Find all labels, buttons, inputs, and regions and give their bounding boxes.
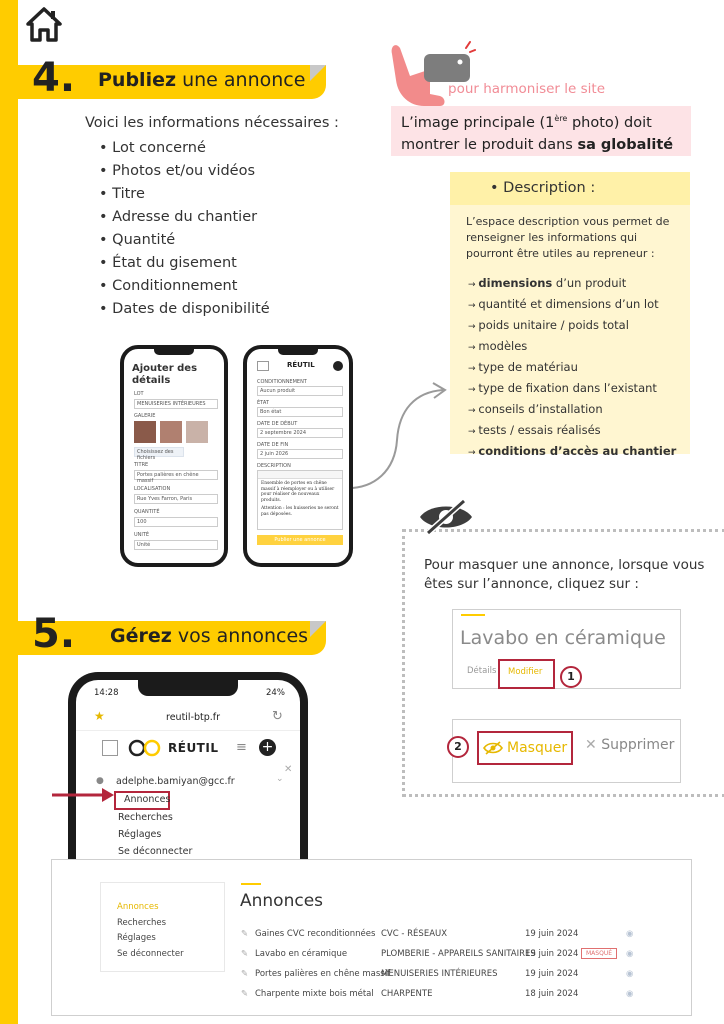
phone-account-menu: [68, 672, 308, 872]
step4-header: [18, 55, 326, 101]
row-name: Gaines CVC reconditionnées: [255, 929, 376, 939]
table-row[interactable]: [241, 969, 651, 989]
edit-icon[interactable]: ✎: [241, 989, 249, 999]
tab-edit[interactable]: Modifier: [498, 659, 555, 689]
row-name: Lavabo en céramique: [255, 949, 348, 959]
reload-icon[interactable]: ↻: [272, 709, 283, 724]
logo-icon: [257, 361, 269, 371]
step4-title: Publiez une annonce: [98, 69, 306, 91]
close-icon: ✕: [585, 737, 597, 753]
lot-select[interactable]: MENUISERIES INTÉRIEURES: [134, 399, 218, 409]
eye-icon[interactable]: ◉: [626, 949, 634, 959]
menu-icon[interactable]: ≡: [236, 740, 247, 755]
description-intro: L’espace description vous permet de renseigner les informations qui pourront être utiles au repreneur :: [466, 215, 670, 260]
field-label: QUANTITÉ: [134, 509, 160, 515]
list-item: • Quantité: [99, 229, 339, 252]
quantity-input[interactable]: 100: [134, 517, 218, 527]
accent-line: [461, 614, 485, 616]
list-item: • Conditionnement: [99, 275, 339, 298]
eye-icon[interactable]: ◉: [626, 989, 634, 999]
gallery-photo: [160, 421, 182, 443]
dashboard-sidebar: [100, 882, 225, 972]
list-item: • Adresse du chantier: [99, 206, 339, 229]
status-battery: 24%: [266, 688, 285, 698]
step5-title: Gérez vos annonces: [110, 625, 309, 647]
gallery-photo: [186, 421, 208, 443]
list-item: → type de matériau: [468, 358, 676, 379]
description-text: Ensemble de portes en chêne massif à réemployer ou à utiliser pour réaliser de nouveaux produits.: [261, 481, 335, 503]
user-email: adelphe.bamiyan@gcc.fr: [116, 776, 235, 787]
list-item: → dimensions d’un produit: [468, 274, 676, 295]
page-title: Ajouter des détails: [132, 363, 198, 386]
sidebar-item-recherches[interactable]: Recherches: [117, 917, 167, 928]
field-label: DATE DE DÉBUT: [257, 421, 298, 427]
photo-tip-label: pour harmoniser le site: [448, 81, 605, 97]
start-date-input[interactable]: 2 septembre 2024: [257, 428, 343, 438]
list-item: → type de fixation dans l’existant: [468, 379, 676, 400]
menu-item-recherches[interactable]: Recherches: [118, 812, 173, 823]
add-button[interactable]: [333, 361, 343, 371]
step-badge-2: 2: [447, 736, 469, 758]
unit-select[interactable]: Unité: [134, 540, 218, 550]
field-label: ÉTAT: [257, 400, 269, 406]
chevron-down-icon[interactable]: ⌄: [276, 774, 284, 784]
dashboard-screenshot: [51, 859, 692, 1016]
eye-slash-icon: [418, 497, 474, 537]
photo-tip-box: L’image principale (1ère photo) doit montrer le produit dans sa globalité: [391, 106, 691, 156]
hide-button[interactable]: [477, 731, 573, 765]
phone-notch: [138, 678, 238, 696]
choose-files-button[interactable]: Choisissez des fichiers: [134, 447, 184, 457]
user-icon: ●: [96, 776, 104, 786]
row-name: Portes palières en chêne massif: [255, 969, 391, 979]
status-badge: MASQUÉ: [581, 948, 617, 959]
list-item: → poids unitaire / poids total: [468, 316, 676, 337]
field-label: DESCRIPTION: [257, 463, 291, 469]
table-row[interactable]: [241, 989, 651, 1009]
dashboard-title: Annonces: [240, 891, 324, 911]
menu-item-logout[interactable]: Se déconnecter: [118, 846, 193, 857]
description-panel: [450, 172, 690, 458]
list-item: • État du gisement: [99, 252, 339, 275]
row-date: 19 juin 2024: [525, 949, 579, 959]
row-lot: MENUISERIES INTÉRIEURES: [381, 969, 498, 979]
sidebar-item-reglages[interactable]: Réglages: [117, 933, 156, 943]
packaging-select[interactable]: Aucun produit: [257, 386, 343, 396]
tab-details[interactable]: Détails: [467, 666, 497, 676]
gallery-photo: [134, 421, 156, 443]
sidebar-item-logout[interactable]: Se déconnecter: [117, 948, 184, 959]
eye-slash-icon: [483, 741, 503, 755]
table-row[interactable]: [241, 949, 651, 969]
list-item: • Titre: [99, 183, 339, 206]
sidebar-item-annonces[interactable]: Annonces: [117, 902, 159, 912]
table-row[interactable]: [241, 929, 651, 949]
eye-icon[interactable]: ◉: [626, 929, 634, 939]
hide-label: Masquer: [507, 740, 568, 756]
list-item: • Lot concerné: [99, 137, 339, 160]
edit-icon[interactable]: ✎: [241, 949, 249, 959]
list-item: → conditions d’accès au chantier: [468, 442, 676, 463]
left-accent-bar: [0, 0, 18, 1024]
status-time: 14:28: [94, 688, 119, 698]
field-label: GALERIE: [134, 413, 156, 419]
row-lot: CVC - RÉSEAUX: [381, 929, 448, 939]
logo-icon: [102, 740, 118, 756]
description-textarea[interactable]: [257, 470, 343, 530]
row-name: Charpente mixte bois métal: [255, 989, 374, 999]
step-badge-1: 1: [560, 666, 582, 688]
star-icon[interactable]: ★: [94, 709, 105, 723]
phone-add-details: [120, 345, 228, 567]
field-label: LOT: [134, 391, 144, 397]
field-label: TITRE: [134, 462, 149, 468]
hand-camera-icon: [386, 40, 476, 110]
arrow-icon: [335, 380, 455, 495]
row-date: 18 juin 2024: [525, 989, 579, 999]
description-text: Attention : les huisseries ne seront pas déposées.: [261, 506, 339, 517]
list-item: → tests / essais réalisés: [468, 421, 676, 442]
step5-number: 5.: [32, 611, 76, 657]
menu-label: Annonces: [124, 794, 171, 805]
description-heading: • Description :: [450, 172, 690, 205]
title-input[interactable]: Portes palières en chêne massif: [134, 470, 218, 480]
list-item: → quantité et dimensions d’un lot: [468, 295, 676, 316]
required-info-list: [85, 115, 339, 321]
edit-icon[interactable]: ✎: [241, 929, 249, 939]
reutil-logo-icon: [128, 738, 162, 758]
field-label: DATE DE FIN: [257, 442, 289, 448]
list-item: → modèles: [468, 337, 676, 358]
step5-header: [18, 611, 326, 657]
required-info-intro: Voici les informations nécessaires :: [85, 115, 339, 131]
arrow-right-icon: [50, 785, 120, 805]
add-button[interactable]: +: [259, 739, 276, 756]
eye-icon[interactable]: ◉: [626, 969, 634, 979]
condition-select[interactable]: Bon état: [257, 407, 343, 417]
row-date: 19 juin 2024: [525, 969, 579, 979]
delete-label: Supprimer: [601, 737, 675, 753]
close-icon[interactable]: ✕: [284, 764, 293, 775]
field-label: UNITÉ: [134, 532, 150, 538]
editor-toolbar: [258, 471, 342, 479]
row-lot: CHARPENTE: [381, 989, 433, 999]
listing-title: Lavabo en céramique: [460, 627, 666, 649]
end-date-input[interactable]: 2 juin 2026: [257, 449, 343, 459]
step4-number: 4.: [32, 55, 76, 101]
row-date: 19 juin 2024: [525, 929, 579, 939]
field-label: CONDITIONNEMENT: [257, 379, 307, 385]
edit-icon[interactable]: ✎: [241, 969, 249, 979]
list-item: → conseils d’installation: [468, 400, 676, 421]
delete-button[interactable]: [585, 737, 674, 753]
row-lot: PLOMBERIE - APPAREILS SANITAIRES: [381, 949, 536, 959]
field-label: LOCALISATION: [134, 486, 171, 492]
mask-instruction-text: Pour masquer une annonce, lorsque vous êtes sur l’annonce, cliquez sur :: [424, 557, 705, 592]
phone-publish-form: [243, 345, 353, 567]
menu-item-reglages[interactable]: Réglages: [118, 829, 162, 840]
list-item: • Photos et/ou vidéos: [99, 160, 339, 183]
accent-line: [241, 883, 261, 885]
publish-button[interactable]: Publier une annonce: [257, 535, 343, 545]
brand-name: RÉUTIL: [168, 741, 219, 755]
url-bar[interactable]: reutil-btp.fr: [166, 712, 221, 723]
list-item: • Dates de disponibilité: [99, 298, 339, 321]
address-input[interactable]: Rue Yves Farron, Paris: [134, 494, 218, 504]
brand-name: RÉUTIL: [287, 361, 315, 369]
listing-actions-card: [452, 719, 681, 783]
listing-card: [452, 609, 681, 689]
home-icon[interactable]: [25, 6, 63, 44]
menu-item-annonces[interactable]: [114, 791, 170, 810]
